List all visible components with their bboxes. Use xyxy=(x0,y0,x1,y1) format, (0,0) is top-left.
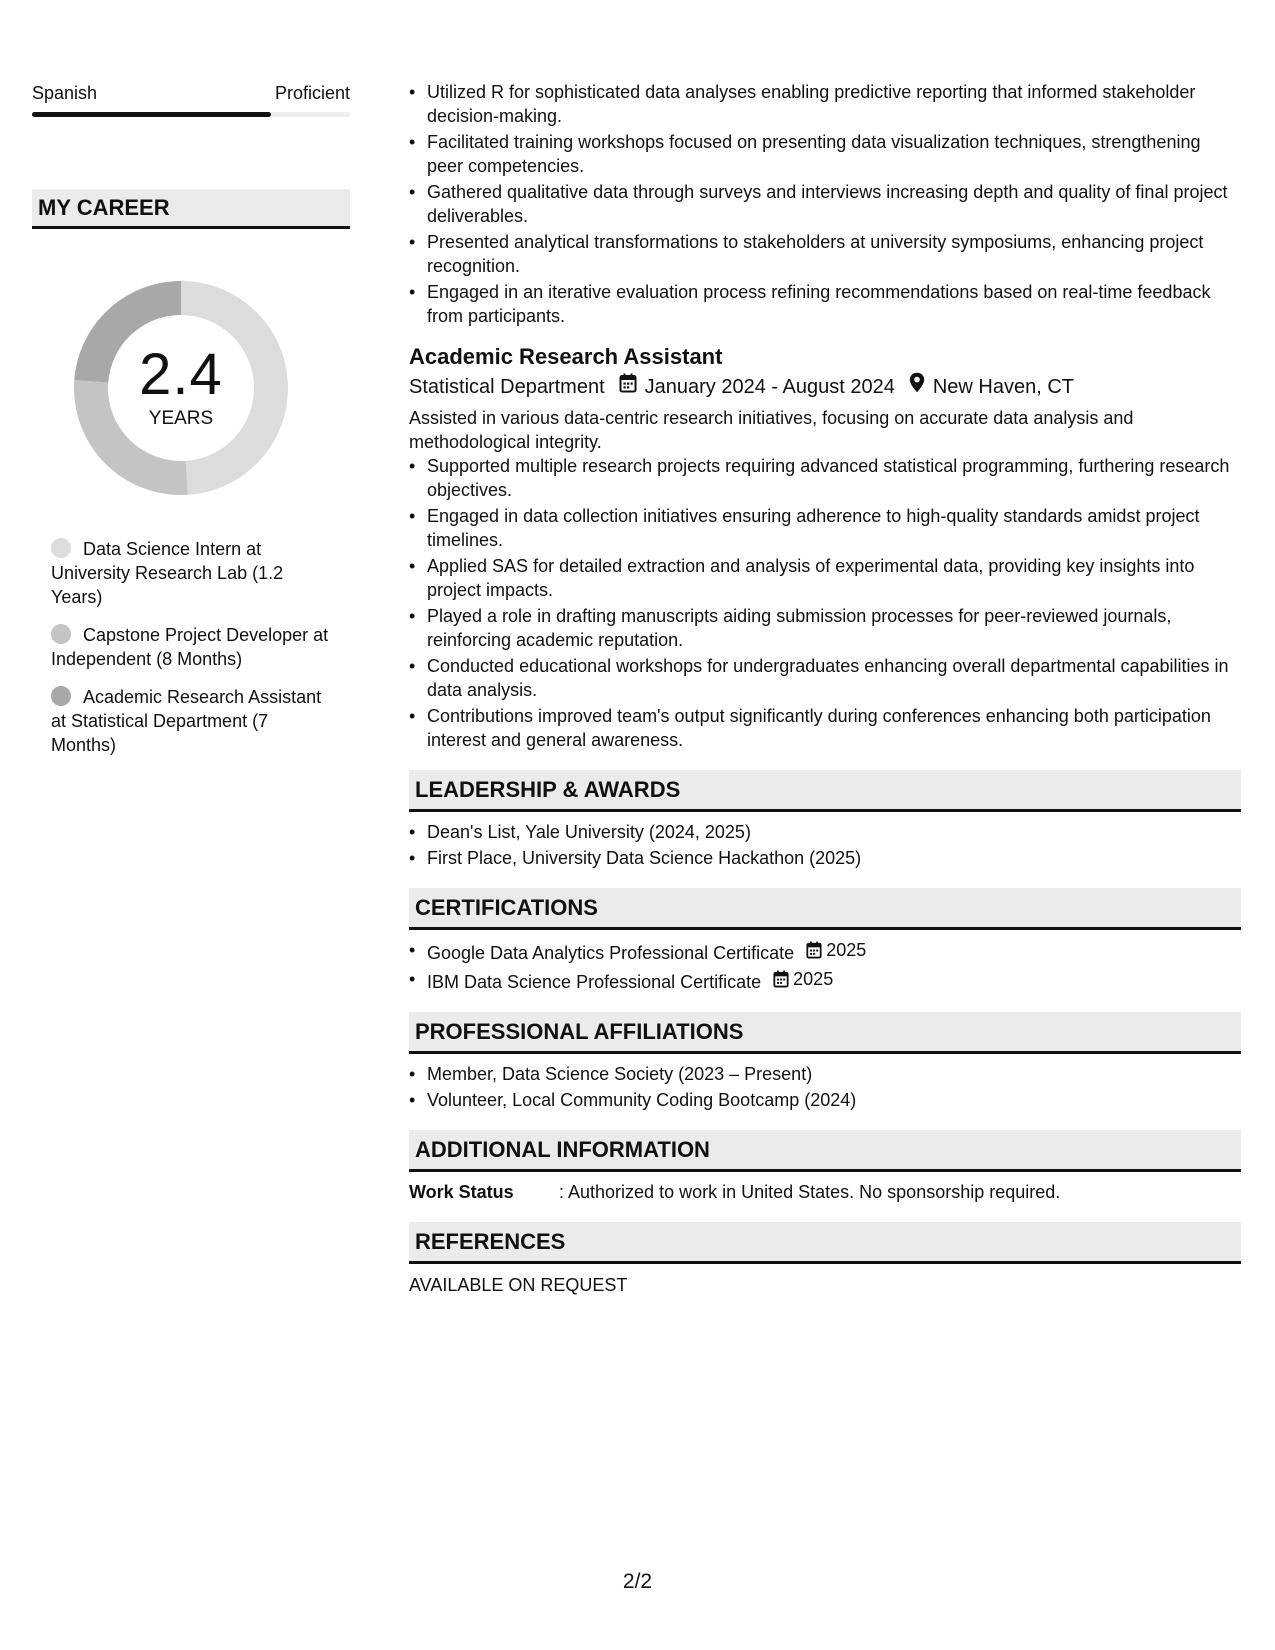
leadership-heading: LEADERSHIP & AWARDS xyxy=(409,770,1241,812)
language-row xyxy=(32,80,350,106)
job-title: Academic Research Assistant xyxy=(409,344,723,369)
calendar-icon xyxy=(773,970,789,988)
additional-info-heading: ADDITIONAL INFORMATION xyxy=(409,1130,1241,1172)
career-total-unit: YEARS xyxy=(148,408,214,429)
career-donut-chart xyxy=(66,273,296,503)
language-name: Spanish xyxy=(32,83,98,103)
certification-name: IBM Data Science Professional Certificate xyxy=(427,972,762,992)
certification-name: Google Data Analytics Professional Certificate xyxy=(427,943,795,963)
sidebar xyxy=(32,80,350,771)
calendar-icon xyxy=(619,372,637,402)
list-item: • Presented analytical transformations to stakeholders at university symposiums, enhancing project recognition. xyxy=(409,230,1241,278)
references-text: AVAILABLE ON REQUEST xyxy=(409,1275,628,1295)
job-dates: January 2024 - August 2024 xyxy=(644,376,895,398)
affiliations-list xyxy=(409,1062,1241,1112)
career-legend xyxy=(51,537,331,757)
job-description: Assisted in various data-centric research initiatives, focusing on accurate data analysis and methodological integrity. xyxy=(409,408,1134,452)
list-item: • Engaged in an iterative evaluation process refining recommendations based on real-time feedback from participants. xyxy=(409,280,1241,328)
language-level: Proficient xyxy=(274,83,350,103)
legend-item xyxy=(51,623,331,671)
list-item: • Gathered qualitative data through surveys and interviews increasing depth and quality of final project deliverables. xyxy=(409,180,1241,228)
certification-year: 2025 xyxy=(826,940,867,960)
list-item xyxy=(409,938,1241,965)
legend-label: Capstone Project Developer at Independent (8 Months) xyxy=(51,625,329,669)
leadership-list xyxy=(409,820,1241,870)
list-item: • Played a role in drafting manuscripts aiding submission processes for peer-reviewed journals, reinforcing academic reputation. xyxy=(409,604,1241,652)
list-item: • Utilized R for sophisticated data analyses enabling predictive reporting that informed stakeholder decision-making. xyxy=(409,80,1241,128)
location-pin-icon xyxy=(909,372,925,402)
list-item: • Engaged in data collection initiatives ensuring adherence to high-quality standards amidst project timelines. xyxy=(409,504,1241,552)
work-status-label: Work Status xyxy=(409,1182,514,1202)
list-item xyxy=(409,967,1241,994)
list-item: • Applied SAS for detailed extraction and analysis of experimental data, providing key insights into project impacts. xyxy=(409,554,1241,602)
job-bullets xyxy=(409,454,1241,752)
main-content xyxy=(409,80,1241,1298)
certifications-list xyxy=(409,938,1241,994)
career-total-value: 2.4 xyxy=(139,342,223,407)
legend-dot xyxy=(51,624,71,644)
certifications-heading: CERTIFICATIONS xyxy=(409,888,1241,930)
affiliations-heading: PROFESSIONAL AFFILIATIONS xyxy=(409,1012,1241,1054)
list-item: • Facilitated training workshops focused on presenting data visualization techniques, strengthening peer competencies. xyxy=(409,130,1241,178)
calendar-icon xyxy=(806,941,822,959)
legend-item xyxy=(51,685,331,757)
references-heading: REFERENCES xyxy=(409,1222,1241,1264)
legend-label: Data Science Intern at University Research Lab (1.2 Years) xyxy=(51,539,284,607)
certification-year: 2025 xyxy=(793,969,834,989)
page-number: 2/2 xyxy=(622,1570,653,1593)
job-location: New Haven, CT xyxy=(932,376,1074,398)
list-item: • Dean's List, Yale University (2024, 2025) xyxy=(409,820,1241,844)
list-item: • First Place, University Data Science Hackathon (2025) xyxy=(409,846,1241,870)
list-item: • Supported multiple research projects requiring advanced statistical programming, furthering research objectives. xyxy=(409,454,1241,502)
legend-dot xyxy=(51,686,71,706)
language-proficiency-bar xyxy=(32,112,350,117)
job-meta xyxy=(409,372,1241,402)
list-item: • Conducted educational workshops for undergraduates enhancing overall departmental capabilities in data analysis. xyxy=(409,654,1241,702)
career-heading: MY CAREER xyxy=(32,189,350,229)
list-item: • Volunteer, Local Community Coding Bootcamp (2024) xyxy=(409,1088,1241,1112)
list-item: • Member, Data Science Society (2023 – Present) xyxy=(409,1062,1241,1086)
previous-job-bullets xyxy=(409,80,1241,328)
job-employer: Statistical Department xyxy=(409,376,605,398)
list-item: • Contributions improved team's output significantly during conferences enhancing both participation interest and general awareness. xyxy=(409,704,1241,752)
legend-dot xyxy=(51,538,71,558)
language-proficiency-fill xyxy=(32,112,271,117)
legend-label: Academic Research Assistant at Statistical Department (7 Months) xyxy=(51,687,322,755)
work-status-row xyxy=(409,1180,1241,1204)
legend-item xyxy=(51,537,331,609)
work-status-value: : Authorized to work in United States. No sponsorship required. xyxy=(559,1182,1061,1202)
